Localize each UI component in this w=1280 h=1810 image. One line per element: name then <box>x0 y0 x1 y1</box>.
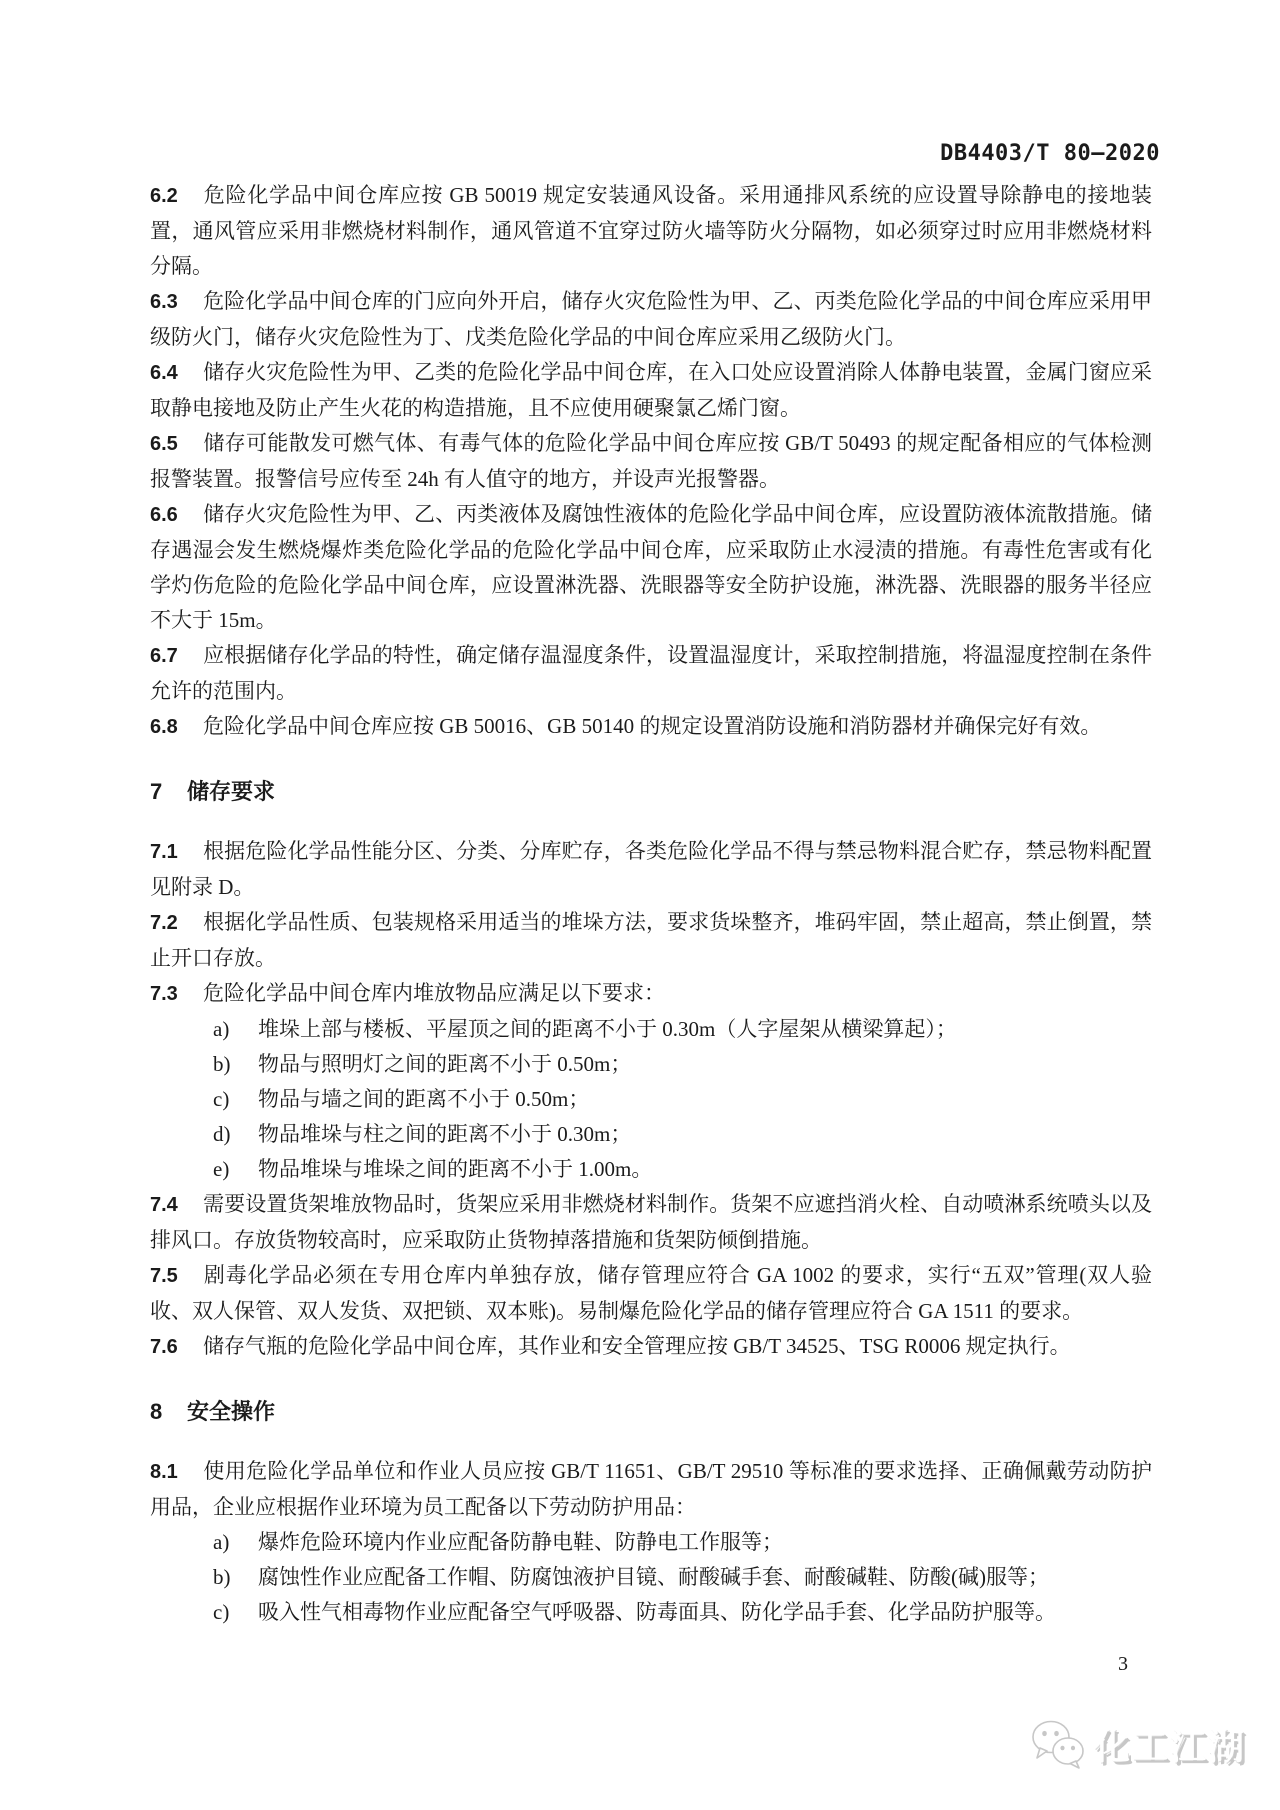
clause-number: 6.6 <box>150 504 178 526</box>
list-label: b) <box>213 1565 231 1589</box>
clause-number: 8.1 <box>150 1461 178 1483</box>
clause-6-3 <box>150 284 1152 355</box>
list-item-7-3-d <box>213 1117 1152 1152</box>
clause-number: 6.4 <box>150 362 178 384</box>
brand-watermark <box>1030 1718 1246 1770</box>
clause-number: 6.2 <box>150 185 178 207</box>
clause-text: 危险化学品中间仓库应按 GB 50016、GB 50140 的规定设置消防设施和消防器材并确保完好有效。 <box>203 714 1102 738</box>
list-text: 物品堆垛与柱之间的距离不小于 0.30m； <box>258 1122 632 1146</box>
clause-number: 6.7 <box>150 645 178 667</box>
list-text: 物品与墙之间的距离不小于 0.50m； <box>258 1087 590 1111</box>
clause-text: 储存火灾危险性为甲、乙、丙类液体及腐蚀性液体的危险化学品中间仓库，应设置防液体流散措施。储存遇湿会发生燃烧爆炸类危险化学品的危险化学品中间仓库，应采取防止水浸渍的措施。有毒性危害或有化学灼伤危险的危险化学品中间仓库，应设置淋洗器、洗眼器等安全防护设施，淋洗器、洗眼器的服务半径应不大于 15m。 <box>150 502 1152 632</box>
list-text: 物品堆垛与堆垛之间的距离不小于 1.00m。 <box>258 1157 653 1181</box>
list-item-7-3-e <box>213 1152 1152 1187</box>
list-label: d) <box>213 1122 231 1146</box>
clause-6-2 <box>150 178 1152 284</box>
list-text: 腐蚀性作业应配备工作帽、防腐蚀液护目镜、耐酸碱手套、耐酸碱鞋、防酸(碱)服等； <box>258 1565 1049 1589</box>
list-item-8-1-b <box>213 1560 1152 1595</box>
section-title: 安全操作 <box>187 1399 276 1424</box>
clause-number: 7.4 <box>150 1194 178 1216</box>
doc-number: DB4403/T 80—2020 <box>940 141 1160 166</box>
clause-text: 危险化学品中间仓库应按 GB 50019 规定安装通风设备。采用通排风系统的应设置导除静电的接地装置，通风管应采用非燃烧材料制作，通风管道不宜穿过防火墙等防火分隔物，如必须穿过时应用非燃烧材料分隔。 <box>150 183 1152 278</box>
clause-6-4 <box>150 355 1152 426</box>
clause-text: 应根据储存化学品的特性，确定储存温湿度条件，设置温湿度计，采取控制措施，将温湿度控制在条件允许的范围内。 <box>150 643 1152 703</box>
page-number: 3 <box>1118 1653 1128 1675</box>
wechat-icon <box>1030 1718 1086 1770</box>
list-item-7-3-c <box>213 1082 1152 1117</box>
clause-7-5 <box>150 1258 1152 1329</box>
list-item-7-3-a <box>213 1012 1152 1047</box>
clause-7-1 <box>150 834 1152 905</box>
list-label: e) <box>213 1157 230 1181</box>
section-title: 储存要求 <box>187 779 276 804</box>
section-7-heading <box>150 777 1152 807</box>
clause-7-4 <box>150 1187 1152 1258</box>
clause-text: 使用危险化学品单位和作业人员应按 GB/T 11651、GB/T 29510 等标准的要求选择、正确佩戴劳动防护用品，企业应根据作业环境为员工配备以下劳动防护用品： <box>150 1459 1152 1519</box>
clause-text: 储存火灾危险性为甲、乙类的危险化学品中间仓库，在入口处应设置消除人体静电装置，金属门窗应采取静电接地及防止产生火花的构造措施，且不应使用硬聚氯乙烯门窗。 <box>150 360 1152 420</box>
clause-7-3 <box>150 976 1152 1012</box>
clause-number: 7.2 <box>150 912 178 934</box>
clause-text: 根据危险化学品性能分区、分类、分库贮存，各类危险化学品不得与禁忌物料混合贮存，禁忌物料配置见附录 D。 <box>150 839 1152 899</box>
clause-text: 剧毒化学品必须在专用仓库内单独存放，储存管理应符合 GA 1002 的要求，实行“五双”管理(双人验收、双人保管、双人发货、双把锁、双本账)。易制爆危险化学品的储存管理应符合 GA 1511 的要求。 <box>150 1263 1152 1323</box>
list-label: c) <box>213 1087 230 1111</box>
clause-number: 7.1 <box>150 841 178 863</box>
clause-text: 储存气瓶的危险化学品中间仓库，其作业和安全管理应按 GB/T 34525、TSG R0006 规定执行。 <box>203 1334 1071 1358</box>
clause-number: 7.3 <box>150 983 178 1005</box>
clause-number: 7.5 <box>150 1265 178 1287</box>
list-text: 堆垛上部与楼板、平屋顶之间的距离不小于 0.30m（人字屋架从横梁算起）； <box>258 1017 957 1041</box>
list-text: 物品与照明灯之间的距离不小于 0.50m； <box>258 1052 632 1076</box>
clause-text: 根据化学品性质、包装规格采用适当的堆垛方法，要求货垛整齐，堆码牢固，禁止超高，禁止倒置，禁止开口存放。 <box>150 910 1152 970</box>
clause-8-1 <box>150 1454 1152 1525</box>
clause-6-6 <box>150 497 1152 638</box>
clause-6-8 <box>150 709 1152 745</box>
list-label: a) <box>213 1017 230 1041</box>
clause-number: 7.6 <box>150 1336 178 1358</box>
clause-7-2 <box>150 905 1152 976</box>
clause-text: 储存可能散发可燃气体、有毒气体的危险化学品中间仓库应按 GB/T 50493 的规定配备相应的气体检测报警装置。报警信号应传至 24h 有人值守的地方，并设声光报警器。 <box>150 431 1152 491</box>
section-8-heading <box>150 1397 1152 1427</box>
list-item-7-3-b <box>213 1047 1152 1082</box>
page-content <box>150 140 1160 1630</box>
clause-text: 危险化学品中间仓库的门应向外开启，储存火灾危险性为甲、乙、丙类危险化学品的中间仓库应采用甲级防火门，储存火灾危险性为丁、戊类危险化学品的中间仓库应采用乙级防火门。 <box>150 289 1152 349</box>
list-text: 爆炸危险环境内作业应配备防静电鞋、防静电工作服等； <box>258 1530 783 1554</box>
clause-text: 危险化学品中间仓库内堆放物品应满足以下要求： <box>203 981 665 1005</box>
clause-7-6 <box>150 1329 1152 1365</box>
clause-number: 6.8 <box>150 716 178 738</box>
list-text: 吸入性气相毒物作业应配备空气呼吸器、防毒面具、防化学品手套、化学品防护服等。 <box>258 1600 1056 1624</box>
clause-number: 6.3 <box>150 291 178 313</box>
list-item-8-1-c <box>213 1595 1152 1630</box>
brand-name: 化工江湖 <box>1093 1725 1246 1767</box>
list-label: c) <box>213 1600 230 1624</box>
list-label: b) <box>213 1052 231 1076</box>
section-number: 8 <box>150 1399 163 1424</box>
clause-number: 6.5 <box>150 433 178 455</box>
list-item-8-1-a <box>213 1525 1152 1560</box>
clause-6-7 <box>150 638 1152 709</box>
clause-text: 需要设置货架堆放物品时，货架应采用非燃烧材料制作。货架不应遮挡消火栓、自动喷淋系统喷头以及排风口。存放货物较高时，应采取防止货物掉落措施和货架防倾倒措施。 <box>150 1192 1152 1252</box>
list-label: a) <box>213 1530 230 1554</box>
clause-6-5 <box>150 426 1152 497</box>
section-number: 7 <box>150 779 163 804</box>
